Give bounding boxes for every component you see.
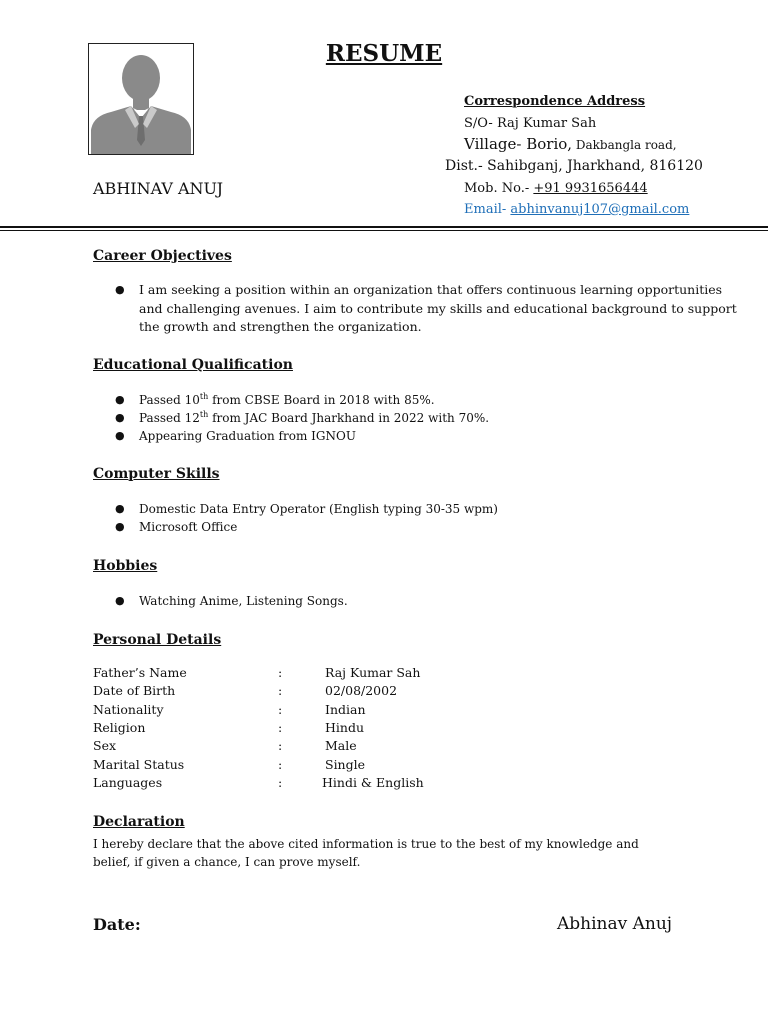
list-item bbox=[93, 281, 739, 337]
list-item bbox=[93, 427, 489, 445]
row-separator: : bbox=[278, 775, 283, 790]
row-value: Single bbox=[325, 757, 366, 772]
row-separator: : bbox=[278, 702, 283, 717]
address-title: Correspondence Address bbox=[464, 94, 646, 109]
row-label: Date of Birth bbox=[93, 683, 176, 698]
row-value: 02/08/2002 bbox=[325, 683, 398, 698]
row-label: Sex bbox=[93, 738, 117, 753]
date-label: Date: bbox=[93, 915, 141, 934]
row-label: Marital Status bbox=[93, 757, 185, 772]
edu-text: from JAC Board Jharkhand in 2022 with 70%. bbox=[208, 411, 490, 425]
bullet-icon: ● bbox=[115, 283, 125, 296]
hobbies-list bbox=[93, 592, 348, 610]
bullet-icon: ● bbox=[115, 520, 125, 533]
row-separator: : bbox=[278, 738, 283, 753]
edu-sup: th bbox=[199, 392, 209, 401]
declaration-text: I hereby declare that the above cited information is true to the best of my knowledge and belief, if given a chance, I can prove myself. bbox=[93, 837, 639, 869]
signature: Abhinav Anuj bbox=[557, 914, 673, 934]
address-district: Dist.- Sahibganj, Jharkhand, 816120 bbox=[445, 158, 703, 174]
career-heading: Career Objectives bbox=[93, 248, 232, 264]
skill-text: Domestic Data Entry Operator (English typing 30-35 wpm) bbox=[139, 502, 498, 516]
list-item bbox=[93, 592, 348, 610]
row-label: Languages bbox=[93, 775, 163, 790]
email-link[interactable]: abhinvanuj107@gmail.com bbox=[510, 202, 690, 217]
personal-heading: Personal Details bbox=[93, 632, 222, 648]
bullet-icon: ● bbox=[115, 393, 125, 406]
candidate-name: ABHINAV ANUJ bbox=[93, 179, 224, 198]
edu-sup: th bbox=[199, 410, 209, 419]
bullet-icon: ● bbox=[115, 502, 125, 515]
row-value: Male bbox=[325, 738, 357, 753]
skills-list bbox=[93, 500, 498, 536]
mobile-link[interactable]: +91 9931656444 bbox=[533, 181, 648, 196]
row-value: Hindu bbox=[325, 720, 365, 735]
education-heading: Educational Qualification bbox=[93, 357, 293, 373]
row-separator: : bbox=[278, 683, 283, 698]
row-separator: : bbox=[278, 665, 283, 680]
address-mobile bbox=[464, 182, 648, 195]
skills-heading: Computer Skills bbox=[93, 466, 220, 482]
hobby-text: Watching Anime, Listening Songs. bbox=[139, 594, 348, 608]
edu-text: Passed 12 bbox=[139, 411, 200, 425]
career-text: I am seeking a position within an organization that offers continuous learning opportunities and challenging avenues. I aim to contribute my skills and educational background to support the growth and strengthen the organization. bbox=[139, 282, 737, 334]
address-village bbox=[464, 137, 677, 152]
hobbies-heading: Hobbies bbox=[93, 558, 158, 574]
row-value: Raj Kumar Sah bbox=[325, 665, 421, 680]
row-label: Religion bbox=[93, 720, 146, 735]
bullet-icon: ● bbox=[115, 594, 125, 607]
career-list bbox=[93, 281, 739, 337]
header-divider bbox=[0, 226, 768, 228]
list-item bbox=[93, 391, 489, 409]
person-silhouette-icon bbox=[89, 44, 193, 154]
skill-text: Microsoft Office bbox=[139, 520, 238, 534]
list-item bbox=[93, 518, 498, 536]
list-item bbox=[93, 500, 498, 518]
mobile-label: Mob. No.- bbox=[464, 181, 534, 196]
edu-text: Appearing Graduation from IGNOU bbox=[139, 429, 356, 443]
address-so: S/O- Raj Kumar Sah bbox=[464, 116, 597, 131]
edu-text: Passed 10 bbox=[139, 393, 200, 407]
row-value: Indian bbox=[325, 702, 366, 717]
resume-title: RESUME bbox=[325, 40, 443, 67]
row-label: Father’s Name bbox=[93, 665, 187, 680]
address-email bbox=[464, 203, 689, 216]
email-label: Email- bbox=[464, 202, 511, 217]
education-list bbox=[93, 391, 489, 445]
bullet-icon: ● bbox=[115, 411, 125, 424]
bullet-icon: ● bbox=[115, 429, 125, 442]
village-main: Village- Borio, bbox=[464, 135, 573, 153]
list-item bbox=[93, 409, 489, 427]
village-road: Dakbangla road, bbox=[572, 138, 677, 152]
header-divider-thin bbox=[0, 230, 768, 231]
edu-text: from CBSE Board in 2018 with 85%. bbox=[208, 393, 435, 407]
profile-photo bbox=[88, 43, 194, 155]
declaration-heading: Declaration bbox=[93, 814, 185, 830]
row-separator: : bbox=[278, 720, 283, 735]
row-label: Nationality bbox=[93, 702, 164, 717]
row-value: Hindi & English bbox=[322, 775, 424, 790]
row-separator: : bbox=[278, 757, 283, 772]
